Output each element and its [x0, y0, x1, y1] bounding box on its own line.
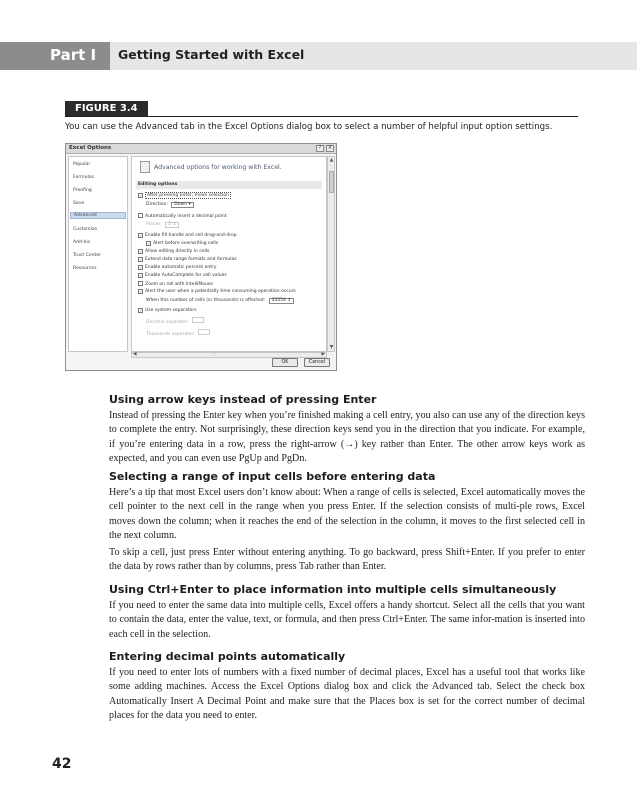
- section-heading: Using Ctrl+Enter to place information into multiple cells simultaneously: [109, 583, 557, 596]
- dialog-title-bar: [66, 144, 336, 154]
- page-number: 42: [52, 756, 72, 772]
- fill-handle-label: Enable fill handle and cell drag-and-drop: [145, 233, 237, 238]
- checkbox-unchecked-icon[interactable]: [138, 281, 143, 286]
- paragraph: If you need to enter lots of numbers with a fixed number of decimal places, Excel has a useful tool that works like some adding machines. Access the Excel Options dialog box and click the Advanced tab. Select the check box Automatically Insert A Decimal Point and make sure that the Places box is set for the correct number of decimal places for the data you need to enter.: [109, 667, 585, 721]
- section-heading: Selecting a range of input cells before entering data: [109, 470, 436, 483]
- thousands-separator-row: [146, 329, 210, 337]
- thousands-separator-label: Thousands separator:: [146, 332, 195, 337]
- paragraph: Here’s a tip that most Excel users don’t know about: When a range of cells is selected, Excel automatically moves the cell pointer to the next cell in the range when you press Enter. If the selection consists of multi-ple rows, Excel moves down the column; when it reaches the end of the selection in the column, it moves to the first selected cell in the next column.: [109, 487, 585, 541]
- decimal-separator-label: Decimal separator:: [146, 320, 189, 325]
- after-enter-option[interactable]: [138, 193, 231, 198]
- options-page-icon: [140, 161, 150, 173]
- nav-item-customize[interactable]: Customize: [73, 227, 98, 232]
- cells-affected-value: 33554: [271, 298, 286, 303]
- checkbox-checked-icon[interactable]: ✓: [147, 241, 151, 246]
- scroll-grip-icon[interactable]: ⋮: [212, 352, 217, 357]
- nav-item-proofing[interactable]: Proofing: [73, 188, 92, 193]
- places-row: [146, 222, 179, 228]
- part-label: Part I: [50, 46, 97, 64]
- vertical-scrollbar[interactable]: [327, 156, 335, 352]
- thousands-separator-input[interactable]: [198, 329, 210, 335]
- advanced-heading: Advanced options for working with Excel.: [154, 164, 282, 171]
- nav-item-resources[interactable]: Resources: [73, 266, 97, 271]
- nav-item-save[interactable]: Save: [73, 201, 85, 206]
- help-button[interactable]: ?: [316, 145, 324, 152]
- section-title: Editing options: [138, 182, 178, 187]
- cells-affected-spinner[interactable]: 33554 ⇕: [269, 298, 295, 304]
- checkbox-checked-icon[interactable]: ✓: [139, 265, 143, 270]
- system-separators-label: Use system separators: [145, 308, 197, 313]
- editing-options-bar: [136, 181, 322, 189]
- checkbox-checked-icon[interactable]: ✓: [139, 193, 143, 198]
- checkbox-checked-icon[interactable]: ✓: [139, 289, 143, 294]
- extend-formats-option[interactable]: [138, 257, 237, 262]
- decimal-separator-input[interactable]: [192, 317, 204, 323]
- alert-time-option[interactable]: [138, 289, 296, 294]
- extend-formats-label: Extend data range formats and formulas: [145, 257, 237, 262]
- nav-item-popular[interactable]: Popular: [73, 162, 91, 167]
- running-header: [0, 42, 637, 70]
- horizontal-scrollbar[interactable]: [131, 352, 327, 358]
- checkbox-checked-icon[interactable]: ✓: [139, 233, 143, 238]
- scroll-right-icon[interactable]: ▶: [321, 352, 325, 357]
- checkbox-checked-icon[interactable]: ✓: [139, 273, 143, 278]
- autocomplete-option[interactable]: [138, 273, 227, 278]
- nav-item-add-ins[interactable]: Add-Ins: [73, 240, 91, 245]
- section-heading: Using arrow keys instead of pressing Enter: [109, 393, 377, 406]
- after-enter-label: After pressing Enter, move selection: [147, 193, 229, 198]
- auto-decimal-label: Automatically insert a decimal point: [145, 214, 227, 219]
- auto-percent-option[interactable]: [138, 265, 217, 270]
- nav-item-formulas[interactable]: Formulas: [73, 175, 94, 180]
- nav-item-advanced[interactable]: Advanced: [70, 212, 126, 219]
- system-separators-option[interactable]: [138, 308, 197, 313]
- alert-overwrite-option[interactable]: [146, 241, 218, 246]
- zoom-roll-label: Zoom on roll with IntelliMouse: [145, 282, 213, 287]
- cancel-button[interactable]: Cancel: [304, 358, 330, 367]
- scroll-thumb[interactable]: [329, 171, 334, 193]
- close-icon[interactable]: X: [326, 145, 334, 152]
- auto-percent-label: Enable automatic percent entry: [145, 265, 217, 270]
- places-value: 2: [168, 222, 172, 227]
- section-heading: Entering decimal points automatically: [109, 650, 346, 663]
- paragraph: If you need to enter the same data into multiple cells, Excel offers a handy shortcut. Select all the cells that you want to contain the data, enter the value, text, or formula, and then press Ctrl+Enter. The same infor-mation is inserted into each cell in the selection.: [109, 600, 585, 640]
- direction-select[interactable]: Down ▾: [171, 202, 193, 208]
- checkbox-checked-icon[interactable]: ✓: [139, 257, 143, 262]
- figure-label: FIGURE 3.4: [65, 101, 148, 116]
- direction-value: Down: [174, 202, 188, 207]
- checkbox-checked-icon[interactable]: ✓: [139, 249, 143, 254]
- advanced-options-panel: [131, 156, 327, 352]
- alert-time-label: Alert the user when a potentially time consuming operation occurs: [145, 289, 296, 294]
- chapter-title: Getting Started with Excel: [118, 47, 305, 62]
- checkbox-checked-icon[interactable]: ✓: [139, 308, 143, 313]
- scroll-down-icon[interactable]: ▼: [329, 345, 334, 350]
- edit-in-cells-option[interactable]: [138, 249, 209, 254]
- excel-options-dialog: [65, 143, 337, 371]
- edit-in-cells-label: Allow editing directly in cells: [145, 249, 210, 254]
- paragraph: To skip a cell, just press Enter without entering anything. To go backward, press Shift+Enter. If you prefer to enter the data by rows rather than by columns, press Tab rather than Enter.: [109, 547, 585, 573]
- nav-item-trust-center[interactable]: Trust Center: [73, 253, 102, 258]
- auto-decimal-option[interactable]: [138, 213, 227, 219]
- alert-overwrite-label: Alert before overwriting cells: [153, 241, 219, 246]
- dialog-title: Excel Options: [69, 145, 112, 151]
- ok-button[interactable]: OK: [272, 358, 298, 367]
- paragraph: Instead of pressing the Enter key when you’re finished making a cell entry, you also can use any of the direction keys to complete the entry. Not surprisingly, these direction keys send you in the direction that you indicate. For example, if you’re entering data in a row, press the right-arrow (→) key rather than Enter. The other arrow keys work as expected, and you can even use PgUp and PgDn.: [109, 410, 585, 464]
- places-label: Places:: [146, 222, 162, 227]
- fill-handle-option[interactable]: [138, 233, 237, 238]
- checkbox-unchecked-icon[interactable]: [138, 213, 143, 218]
- direction-row: [146, 202, 194, 208]
- places-spinner[interactable]: 2 ⇕: [165, 222, 179, 228]
- scroll-up-icon[interactable]: ▲: [329, 158, 334, 163]
- autocomplete-label: Enable AutoComplete for cell values: [145, 273, 227, 278]
- decimal-separator-row: [146, 317, 204, 325]
- options-nav: [68, 156, 128, 352]
- figure-rule: [65, 116, 578, 117]
- zoom-roll-option[interactable]: [138, 281, 213, 287]
- part-tab: [0, 42, 110, 70]
- cells-affected-row: [146, 298, 294, 304]
- cells-affected-label: When this number of cells (in thousands) is affected:: [146, 298, 266, 303]
- direction-label: Direction:: [146, 202, 168, 207]
- figure-caption: You can use the Advanced tab in the Excel Options dialog box to select a number of helpful input option settings.: [65, 122, 553, 132]
- scroll-left-icon[interactable]: ◀: [133, 352, 137, 357]
